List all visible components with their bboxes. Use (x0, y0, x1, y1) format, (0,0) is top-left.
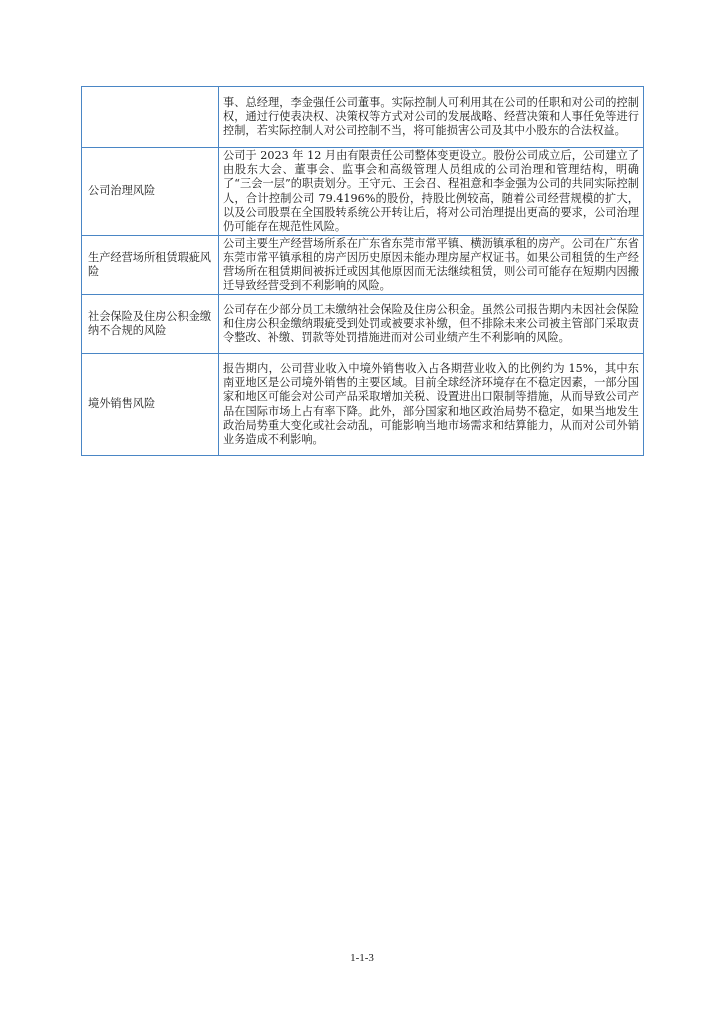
risk-description-cell: 公司于 2023 年 12 月由有限责任公司整体变更设立。股份公司成立后，公司建立了由股东大会、董事会、监事会和高级管理人员组成的公司治理和管理结构，明确了“三会一层”的职责划分。王守元、王会召、程祖意和李金强为公司的共同实际控制人，合计控制公司 79.4196%的股份，持股比例较高，随着公司经营规模的扩大，以及公司股票在全国股转系统公开转让后，将对公司治理提出更高的要求，公司治理仍可能存在规范性风险。 (219, 148, 644, 236)
risk-description-cell: 公司主要生产经营场所系在广东省东莞市常平镇、横沥镇承租的房产。公司在广东省东莞市常平镇承租的房产因历史原因未能办理房屋产权证书。如果公司租赁的生产经营场所在租赁期间被拆迁或因其他原因而无法继续租赁，则公司可能存在短期内因搬迁导致经营受到不利影响的风险。 (219, 236, 644, 295)
risk-name-cell: 社会保险及住房公积金缴纳不合规的风险 (82, 295, 219, 354)
risk-name-cell: 境外销售风险 (82, 354, 219, 456)
risk-description-cell: 公司存在少部分员工未缴纳社会保险及住房公积金。虽然公司报告期内未因社会保险和住房公积金缴纳瑕疵受到处罚或被要求补缴，但不排除未来公司被主管部门采取责令整改、补缴、罚款等处罚措施进而对公司业绩产生不利影响的风险。 (219, 295, 644, 354)
risk-description-cell: 事、总经理，李金强任公司董事。实际控制人可利用其在公司的任职和对公司的控制权，通过行使表决权、决策权等方式对公司的发展战略、经营决策和人事任免等进行控制，若实际控制人对公司控制不当，将可能损害公司及其中小股东的合法权益。 (219, 87, 644, 148)
risk-name-cell: 公司治理风险 (82, 148, 219, 236)
table-row (82, 354, 644, 456)
risk-name-cell: 生产经营场所租赁瑕疵风险 (82, 236, 219, 295)
table-row (82, 295, 644, 354)
risk-description-cell: 报告期内，公司营业收入中境外销售收入占各期营业收入的比例约为 15%，其中东南亚地区是公司境外销售的主要区域。目前全球经济环境存在不稳定因素，一部分国家和地区可能会对公司产品采取增加关税、设置进出口限制等措施，从而导致公司产品在国际市场上占有率下降。此外，部分国家和地区政治局势不稳定，如果当地发生政治局势重大变化或社会动乱，可能影响当地市场需求和结算能力，从而对公司外销业务造成不利影响。 (219, 354, 644, 456)
risk-table (81, 86, 644, 456)
table-row (82, 236, 644, 295)
table-row (82, 87, 644, 148)
table-row (82, 148, 644, 236)
risk-name-cell (82, 87, 219, 148)
page-number: 1-1-3 (350, 952, 374, 964)
